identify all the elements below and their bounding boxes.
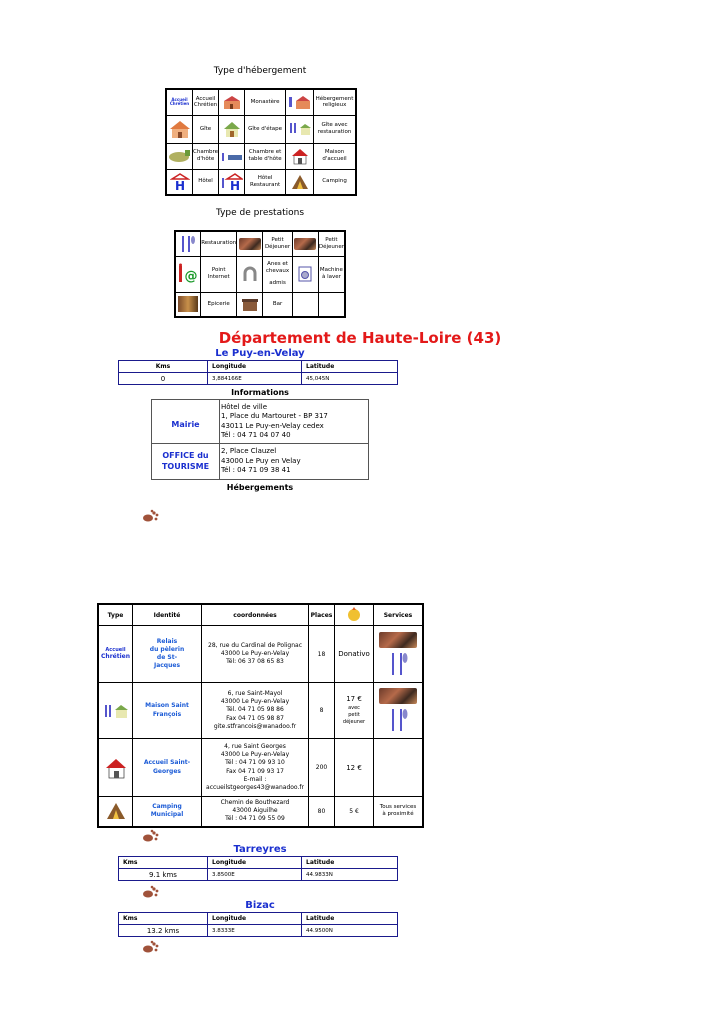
legend-epicerie: Epicerie (201, 292, 237, 317)
gite-restauration-icon (98, 683, 133, 739)
legend-gite-restauration: Gîte avec restauration (314, 115, 356, 143)
lodging-places: 8 (309, 683, 335, 739)
lodging-name: Accueil Saint- Georges (133, 739, 202, 797)
legend-machine-laver: Machine à laver (318, 256, 345, 292)
lodging-places: 18 (309, 626, 335, 683)
legend1-title: Type d'hébergement (213, 66, 307, 76)
footprint-icon (142, 829, 160, 843)
lodging-coords: 6, rue Saint-Mayol 43000 Le Puy-en-Velay Tél. 04 71 05 98 86 Fax 04 71 05 98 87 gite.stfrancois@wanadoo.fr (202, 683, 309, 739)
footprint-icon (142, 940, 160, 954)
latitude-value: 45,045N (302, 373, 398, 385)
office-tourisme-details: 2, Place Clauzel 43000 Le Puy en Velay Tél : 04 71 09 38 41 (220, 444, 369, 480)
legend-accueil-chretien: Accueil Chrétien (193, 89, 219, 115)
informations-table (151, 399, 369, 480)
lodging-coords: 28, rue du Cardinal de Polignac 43000 Le Puy-en-Velay Tél: 06 37 08 65 83 (202, 626, 309, 683)
legend-petit-dejeuner-1: Petit Déjeuner (263, 231, 293, 256)
epicerie-icon (175, 292, 201, 317)
mairie-label: Mairie (152, 400, 220, 444)
hotel-restaurant-icon (219, 169, 245, 195)
petit-dejeuner-icon-2 (292, 231, 318, 256)
legend-hebergement-religieux: Hébergement religieux (314, 89, 356, 115)
col-identite: Identité (133, 604, 202, 626)
legend-petit-dejeuner-2: Petit Déjeuner (318, 231, 345, 256)
longitude-header: Longitude (208, 913, 302, 925)
lodging-name: Camping Municipal (133, 797, 202, 827)
internet-icon (175, 256, 201, 292)
kms-header: Kms (119, 913, 208, 925)
gite-icon (166, 115, 193, 143)
religious-lodging-icon (286, 89, 314, 115)
svg-text:@: @ (184, 269, 198, 284)
latitude-value: 44.9500N (302, 925, 398, 937)
longitude-value: 3.8333E (208, 925, 302, 937)
office-tourisme-label: OFFICE du TOURISME (152, 444, 220, 480)
svg-text:H: H (174, 178, 185, 192)
lodging-price: 12 € (335, 739, 374, 797)
gite-etape-icon (219, 115, 245, 143)
lodging-coords: 4, rue Saint Georges 43000 Le Puy-en-Velay Tél : 04 71 09 93 10 Fax 04 71 09 93 17 E-mail : accueilstgeorges43@wanadoo.fr (202, 739, 309, 797)
legend2-table (174, 230, 346, 318)
col-services: Services (374, 604, 424, 626)
town-name: Le Puy-en-Velay (215, 348, 305, 359)
lodging-services (374, 626, 424, 683)
kms-header: Kms (119, 361, 208, 373)
department-title: Département de Haute-Loire (43) (218, 329, 502, 347)
camping-icon (98, 797, 133, 827)
longitude-value: 3,884166E (208, 373, 302, 385)
hotel-icon (166, 169, 193, 195)
kms-value: 9.1 kms (119, 869, 208, 881)
restauration-icon (175, 231, 201, 256)
legend-hotel: Hôtel (193, 169, 219, 195)
town-name: Tarreyres (233, 844, 287, 855)
lodging-places: 80 (309, 797, 335, 827)
col-type: Type (98, 604, 133, 626)
lodging-row (98, 739, 423, 797)
lodging-price: Donativo (335, 626, 374, 683)
legend-restauration: Restauration (201, 231, 237, 256)
washing-machine-icon (292, 256, 318, 292)
coin-icon (347, 606, 361, 622)
empty-cell (292, 292, 318, 317)
lodging-services (374, 683, 424, 739)
town-location-table (118, 912, 398, 937)
latitude-header: Latitude (302, 361, 398, 373)
lodging-services: Tous services à proximité (374, 797, 424, 827)
lodging-row (98, 626, 423, 683)
footprint-icon (142, 885, 160, 899)
lodging-row (98, 797, 423, 827)
chambre-hote-icon (166, 143, 193, 169)
accueil-chretien-icon: Accueil Chrétien (98, 626, 133, 683)
footprint-icon (142, 509, 160, 523)
legend-gite-etape: Gîte d'étape (245, 115, 286, 143)
lodging-name: Maison Saint François (133, 683, 202, 739)
svg-text:H: H (229, 178, 240, 192)
lodging-name: Relais du pèlerin de St- Jacques (133, 626, 202, 683)
col-coordonnees: coordonnées (202, 604, 309, 626)
legend2-title: Type de prestations (215, 208, 305, 218)
col-places: Places (309, 604, 335, 626)
town-location-table (118, 856, 398, 881)
petit-dejeuner-icon (379, 688, 417, 704)
legend-chambre-table-hote: Chambre et table d'hôte (245, 143, 286, 169)
petit-dejeuner-icon-1 (237, 231, 263, 256)
empty-cell (318, 292, 345, 317)
camping-icon (286, 169, 314, 195)
petit-dejeuner-icon (379, 632, 417, 648)
lodging-coords: Chemin de Bouthezard 43000 Aiguilhe Tél : 04 71 09 55 09 (202, 797, 309, 827)
monastery-icon (219, 89, 245, 115)
horseshoe-icon (237, 256, 263, 292)
accueil-chretien-icon: Accueil Chrétien (166, 89, 193, 115)
informations-title: Informations (231, 388, 289, 397)
latitude-header: Latitude (302, 913, 398, 925)
legend-anes-chevaux: Anes et chevaux admis (263, 256, 293, 292)
legend-gite: Gîte (193, 115, 219, 143)
legend-bar: Bar (263, 292, 293, 317)
legend-hotel-restaurant: Hôtel Restaurant (245, 169, 286, 195)
latitude-value: 44.9833N (302, 869, 398, 881)
hebergements-title: Hébergements (226, 483, 294, 492)
bar-icon (237, 292, 263, 317)
longitude-header: Longitude (208, 857, 302, 869)
longitude-value: 3.8500E (208, 869, 302, 881)
col-price (335, 604, 374, 626)
longitude-header: Longitude (208, 361, 302, 373)
legend-camping: Camping (314, 169, 356, 195)
maison-accueil-icon (286, 143, 314, 169)
legend1-table (165, 88, 357, 196)
town-location-table (118, 360, 398, 385)
legend-chambre-hote: Chambre d'hôte (193, 143, 219, 169)
restauration-icon (388, 707, 408, 733)
lodging-services (374, 739, 424, 797)
mairie-details: Hôtel de ville 1, Place du Martouret - BP 317 43011 Le Puy-en-Velay cedex Tél : 04 71 04 07 40 (220, 400, 369, 444)
lodging-table (97, 603, 424, 828)
kms-header: Kms (119, 857, 208, 869)
kms-value: 0 (119, 373, 208, 385)
lodging-price: 5 € (335, 797, 374, 827)
lodging-row (98, 683, 423, 739)
restauration-icon (388, 651, 408, 677)
legend-monastere: Monastère (245, 89, 286, 115)
latitude-header: Latitude (302, 857, 398, 869)
gite-restauration-icon (286, 115, 314, 143)
legend-maison-accueil: Maison d'accueil (314, 143, 356, 169)
town-name: Bizac (245, 900, 275, 911)
lodging-price: 17 € avec petit déjeuner (335, 683, 374, 739)
kms-value: 13.2 kms (119, 925, 208, 937)
maison-accueil-icon (98, 739, 133, 797)
legend-point-internet: Point Internet (201, 256, 237, 292)
lodging-places: 200 (309, 739, 335, 797)
chambre-table-hote-icon (219, 143, 245, 169)
